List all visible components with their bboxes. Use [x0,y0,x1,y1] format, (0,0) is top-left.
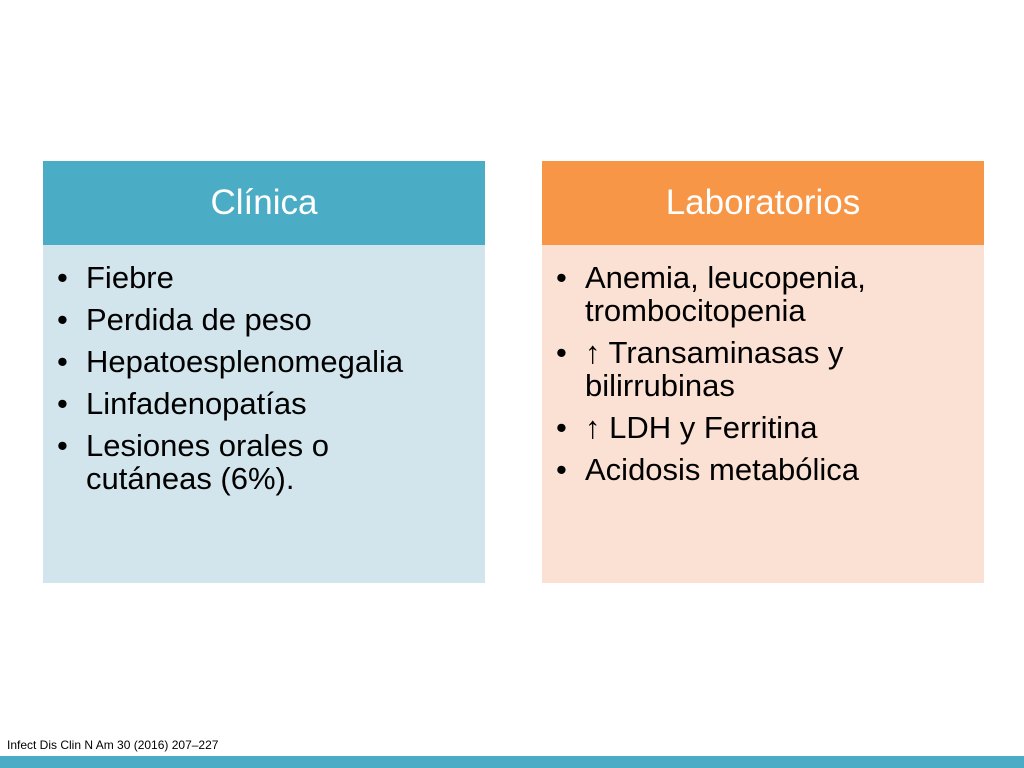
bullet-icon: • [556,410,567,445]
clinica-item: • Lesiones orales o cutáneas (6%). [57,428,329,496]
clinica-item: • Fiebre [57,260,174,295]
bullet-icon: • [57,386,68,421]
bullet-icon: • [57,260,68,295]
laboratorios-item: • Anemia, leucopenia, trombocitopenia [556,260,866,328]
clinica-list [57,261,455,495]
clinica-header [43,161,485,245]
laboratorios-header [542,161,984,245]
laboratorios-panel [542,161,984,583]
bullet-icon: • [556,260,567,295]
bottom-bar [0,756,1024,768]
clinica-panel [43,161,485,583]
bullet-icon: • [57,302,68,337]
bullet-icon: • [556,452,567,487]
laboratorios-item: • ↑ Transaminasas y bilirrubinas [556,335,844,403]
bullet-icon: • [57,344,68,379]
clinica-body [43,245,485,583]
bullet-icon: • [57,428,68,463]
laboratorios-list [556,261,964,486]
citation: Infect Dis Clin N Am 30 (2016) 207–227 [7,738,219,752]
clinica-item: • Perdida de peso [57,302,312,337]
clinica-item: • Linfadenopatías [57,386,307,421]
bullet-icon: • [556,335,567,370]
laboratorios-item: • ↑ LDH y Ferritina [556,410,818,445]
clinica-title: Clínica [210,183,318,222]
clinica-item: • Hepatoesplenomegalia [57,344,404,379]
laboratorios-body [542,245,984,583]
laboratorios-item: • Acidosis metabólica [556,452,859,487]
laboratorios-title: Laboratorios [665,183,861,222]
